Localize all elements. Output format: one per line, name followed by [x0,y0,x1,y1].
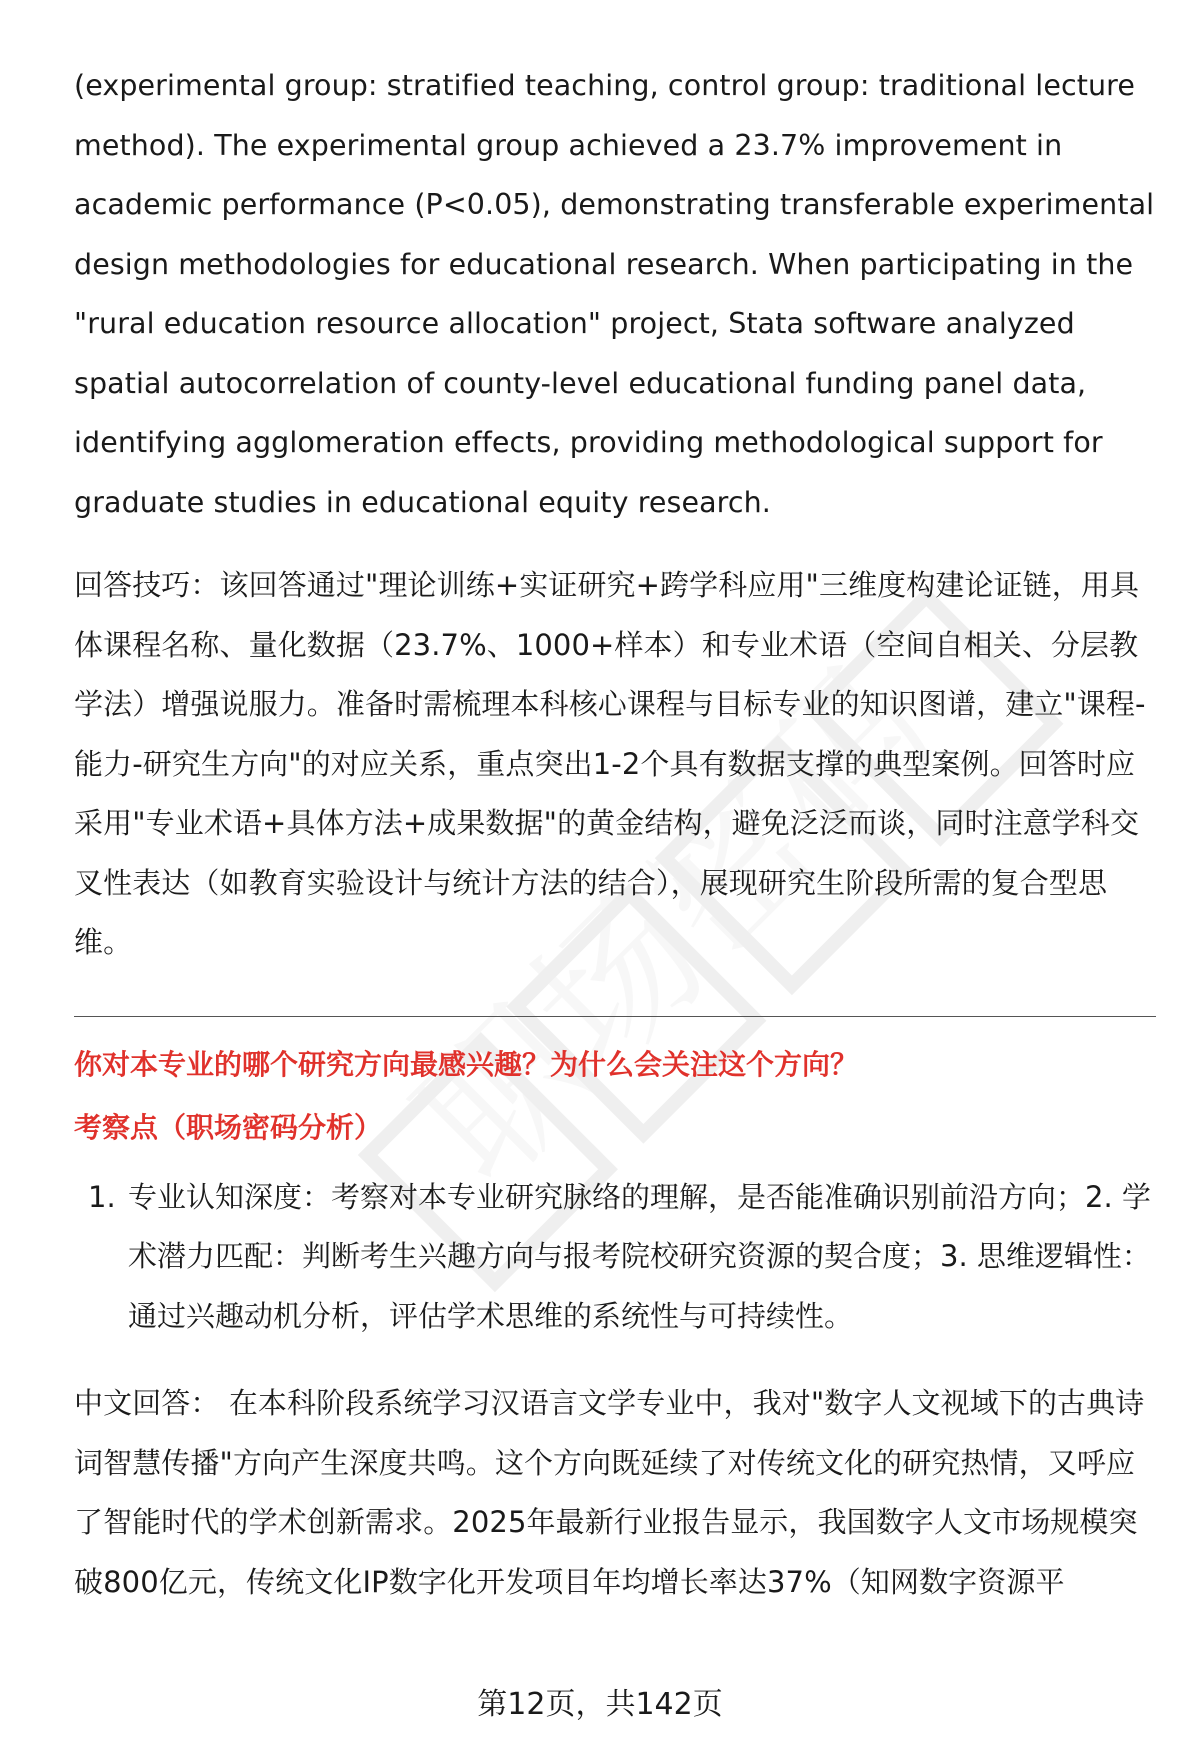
list-item-text: 专业认知深度：考察对本专业研究脉络的理解，是否能准确识别前沿方向；2. 学术潜力匹配：判断考生兴趣方向与报考院校研究资源的契合度；3. 思维逻辑性：通过兴趣动机分析，评估学术思维的系统性与可持续性。 [128,1179,1151,1333]
document-page [74,56,1156,1612]
intro-paragraph: (experimental group: stratified teaching, control group: traditional lecture method). The experimental group achieved a 23.7% improvement in academic performance (P<0.05), demonstrating transferable experimental design methodologies for educational research. When participating in the "rural education resource allocation" project, Stata software analyzed spatial autocorrelation of county-level educational funding panel data, identifying agglomeration effects, providing methodological support for graduate studies in educational equity research. [74,69,1155,519]
page-number-footer: 第12页，共142页 [477,1687,723,1722]
list-item-number: 1. [88,1179,116,1214]
chinese-answer-paragraph: 中文回答： 在本科阶段系统学习汉语言文学专业中，我对"数字人文视域下的古典诗词智慧传播"方向产生深度共鸣。这个方向既延续了对传统文化的研究热情，又呼应了智能时代的学术创新需求。2025年最新行业报告显示，我国数字人文市场规模突破800亿元，传统文化IP数字化开发项目年均增长率达37%（知网数字资源平 [74,1386,1145,1599]
question-heading: 你对本专业的哪个研究方向最感兴趣？为什么会关注这个方向？ [74,1047,859,1081]
answer-tips-paragraph: 回答技巧：该回答通过"理论训练+实证研究+跨学科应用"三维度构建论证链，用具体课程名称、量化数据（23.7%、1000+样本）和专业术语（空间自相关、分层教学法）增强说服力。准备时需梳理本科核心课程与目标专业的知识图谱，建立"课程-能力-研究生方向"的对应关系，重点突出1-2个具有数据支撑的典型案例。回答时应采用"专业术语+具体方法+成果数据"的黄金结构，避免泛泛而谈，同时注意学科交叉性表达（如教育实验设计与统计方法的结合），展现研究生阶段所需的复合型思维。 [74,568,1146,959]
section-divider [74,1016,1156,1017]
exam-points-list [74,1168,1156,1347]
exam-points-title: 考察点（职场密码分析） [74,1110,383,1144]
list-item [74,1168,1156,1347]
